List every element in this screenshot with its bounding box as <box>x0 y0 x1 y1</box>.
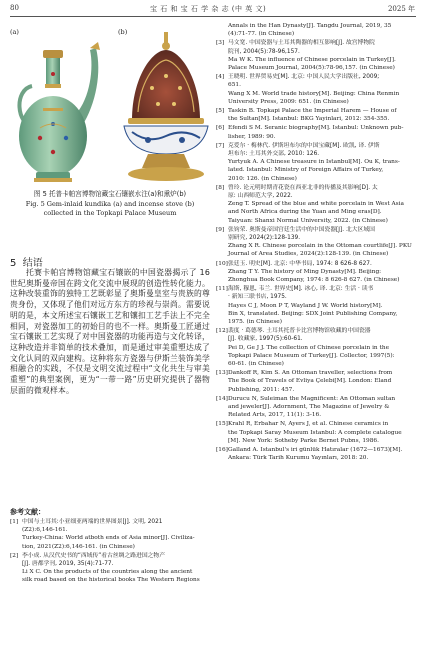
page-number: 80 <box>10 4 19 12</box>
reference-line: 中国与土耳其:小亚细亚两端的世界图景[J]. 文明, 2021 <box>22 519 163 525</box>
reference-line: 1975. (in Chinese) <box>228 319 282 325</box>
reference-line: Galland A. Istanbul's iri günlük Hatıralar (1672—1673)[M]. <box>228 447 403 453</box>
reference-line: tion, 2021(Z2):6,146-161. (in Chinese) <box>22 543 135 550</box>
figure-caption-cn: 图 5 托普卡帕宫博物馆藏宝石镶嵌水注(a)和熏炉(b) <box>33 190 187 198</box>
reference-line: (Z2):6,146-161. <box>22 527 68 534</box>
reference-line: Yurtyuk A. A Chinese treasure in Istanbul[M]. Ou K, trans- <box>228 159 400 166</box>
reference-line: 曾玲. 论元明时期青花瓷在西亚北非的传播及其影响[D]. 太 <box>228 184 378 191</box>
reference-number: [16] <box>216 447 228 453</box>
reference-line: Krahl R, Erbahar N, Ayers J, et al. Chinese ceramics in <box>228 421 389 428</box>
reference-line: [J]. 唐都学刊, 2019, 35(4):71-77. <box>22 561 114 567</box>
journal-year: 2025 年 <box>387 5 415 13</box>
reference-line: 别研究, 2024(2):128-139. <box>228 235 301 241</box>
reference-line: Taskin B. Topkapi Palace the Imperial Harem — House of <box>228 108 397 114</box>
reference-line: silk road based on the historical books The Western Regions <box>22 577 200 584</box>
reference-line: 张钧荣. 奥斯曼帝国宫廷生活中的中国瓷器[J]. 北大区域国 <box>228 226 375 233</box>
reference-line: Ankara: Türk Tarih Kurumu Yayınları, 2018: 20. <box>228 455 369 462</box>
reference-line: [J]. 收藏家, 1997(5):60-61. <box>228 336 303 343</box>
figure-caption-en <box>10 200 210 218</box>
reference-line: Taiyuan: Shanxi Normal University, 2022. (in Chinese) <box>228 217 388 224</box>
reference-line: Zhonghua Book Company, 1974: 8 626-8 627. (in Chinese) <box>228 277 400 283</box>
reference-line: [M]. New York: Sotheby Parke Bernet Pubns, 1986. <box>228 437 379 444</box>
reference-line: Topkapi Palace Museum of Turkey[J]. Collector, 1997(5): <box>228 352 395 359</box>
reference-number: [13] <box>216 370 228 377</box>
reference-line: 裴度 · 葛德琴. 土耳其托普卡比宫博物馆收藏的中国瓷器 <box>228 328 371 335</box>
reference-number: [7] <box>216 142 225 149</box>
reference-number: [15] <box>216 421 228 428</box>
reference-line: Zhang T Y. The history of Ming Dynasty[M]. Beijing: <box>228 268 382 275</box>
reference-line: 克爱尔 · 梅林代. 伊斯坦布尔的中国宝藏[M]. 欧凯, 译. 伊斯 <box>228 142 380 149</box>
reference-line: Annals in the Han Dynasty[J]. Tangdu Journal, 2019, 35 <box>228 23 392 29</box>
reference-number: [11] <box>216 286 228 293</box>
reference-line: 张廷玉. 明史[M]. 北京: 中华书局, 1974: 8 626-8 627. <box>228 260 372 267</box>
reference-line: and jeweler[J]. Adornment, The Magazine of Jewelry & <box>228 404 390 410</box>
reference-line: · 新知三联书店, 1975. <box>228 294 287 301</box>
reference-line: Li X C. On the products of the countries along the ancient <box>22 569 193 576</box>
reference-number: [10] <box>216 260 228 267</box>
reference-line: Zhang X R. Chinese porcelain in the Ottoman courtlife[J]. PKU <box>228 243 412 250</box>
journal-title: 宝 石 和 宝 石 学 杂 志 (中 英 文) <box>150 5 267 13</box>
figure-label-b: (b) <box>118 28 128 36</box>
reference-line: 2010: 126. (in Chinese) <box>228 175 297 182</box>
reference-line: Ma W K. The influence of Chinese porcelain in Turkey[J]. <box>228 56 396 63</box>
figure-panel-b <box>118 28 215 186</box>
conclusion-paragraph: 托赛卡帕宫博物馆藏宝石镶嵌的中国瓷器揭示了 16 世纪奥斯曼帝国在跨文化交流中展现的创造性转化能力。这种改装重饰的独特工艺既彰显了奥斯曼皇室与贵族的尊贵身份，又体现了他们对远方东方的珍视与崇尚。需要说明的是，本文所述宝石镶嵌工艺和镶扣工艺手法上不完全相同，对瓷器加工的初始目的也不一样。奥斯曼工匠通过宝石镶嵌工艺实现了对中国瓷器的功能再造与文化转译，这种改造并非简单的技术叠加，而是通过审美重塑达成了文化认同的双向建构。这种将东方瓷器与伊斯兰装饰美学相融合的实践，不仅是文明交流过程中“文化共生与审美重塑”的典型案例，更为“一带一路”历史研究提供了器物层面的微观样本。 <box>10 268 210 395</box>
section-title: 结语 <box>22 258 43 269</box>
figure-caption-en-line-1: Fig. 5 Gem-inlaid kundika (a) and incense stove (b) <box>25 200 195 208</box>
reference-line: Efendi S M. Seranic biography[M]. Istanbul: Unknown pub- <box>228 125 404 132</box>
reference-line: 海斯, 穆恩, 韦兰. 世界史[M]. 冰心, 译. 北京: 生活 · 读书 <box>228 286 374 293</box>
incense-stove-image <box>118 28 215 186</box>
reference-line: Zeng T. Spread of the blue and white porcelain in West Asia <box>228 201 404 208</box>
section-number: 5 <box>10 258 17 269</box>
reference-line: Palace Museum Journal, 2004(5):78-96,157. (in Chinese) <box>228 65 395 71</box>
reference-number: [14] <box>216 395 228 402</box>
reference-line: Pei D, Ge J J. The collection of Chinese porcelain in the <box>228 344 389 351</box>
reference-line: (4):71-77. (in Chinese) <box>228 31 295 38</box>
reference-number: [4] <box>216 74 225 81</box>
figure-5 <box>10 28 215 186</box>
reference-line: Turkey-China: World atboth ends of Asia minor[J]. Civiliza- <box>22 535 195 542</box>
reference-line: Dankoff R, Kim S. An Ottoman traveller, selections from <box>228 370 393 377</box>
reference-line: University Press, 2009: 651. (in Chinese) <box>228 98 349 105</box>
reference-number: [12] <box>216 328 228 335</box>
reference-line: Bin X, translated. Beijing: SDX Joint Publishing Company, <box>228 310 398 317</box>
reference-line: 坦布尔: 土耳其外交部, 2010: 126. <box>228 151 320 157</box>
reference-number: [9] <box>216 226 225 233</box>
reference-line: 原: 山西师范大学, 2022. <box>228 193 293 199</box>
reference-line: Wang X M. World trade history[M]. Beijing: China Renmin <box>228 90 400 97</box>
reference-number: [3] <box>216 40 225 47</box>
reference-number: [6] <box>216 125 225 132</box>
reference-line: Related Arts, 2017, 11(1): 3-16. <box>228 412 322 419</box>
reference-line: Hayes C J, Moon P T, Wayland J W. World history[M]. <box>228 302 383 309</box>
figure-label-a: (a) <box>10 28 19 36</box>
reference-line: 院刊, 2004(5):78-96,157. <box>228 48 300 55</box>
reference-line: lated. Istanbul: Ministry of Foreign Affairs of Turkey, <box>228 167 384 174</box>
reference-number: [5] <box>216 108 225 114</box>
reference-line: Journal of Area Studies, 2024(2):128-139. (in Chinese) <box>228 251 389 258</box>
reference-line: and North Africa during the Yuan and Ming eras[D]. <box>228 209 382 216</box>
reference-line: Durucu N, Suleiman the Magnificent: An Ottoman sultan <box>228 395 396 402</box>
reference-line: 651. <box>228 82 241 89</box>
reference-line: 李小成. 从汉代史书的“西域传”看古丝绸之路进国之物产 <box>22 552 166 559</box>
reference-number: [2] <box>10 552 19 559</box>
kundika-image <box>10 28 105 186</box>
header-rule <box>10 16 416 17</box>
references-heading: 参考文献： <box>10 508 45 516</box>
reference-line: the Topkapi Saray Museum Istanbul: A complete catalogue <box>228 429 402 436</box>
reference-line: Publishing, 2011: 457. <box>228 386 295 393</box>
section-heading <box>10 254 43 269</box>
reference-line: the Sultan[M]. Istanbul: BKG Yayinlari, 2012: 354-355. <box>228 116 390 123</box>
reference-line: 60-61. (in Chinese) <box>228 361 284 367</box>
figure-caption-en-line-2: collected in the Topkapi Palace Museum <box>43 209 177 217</box>
reference-line: 马文宽. 中国瓷器与土耳其陶器的相互影响[J]. 故宫博物院 <box>228 40 375 47</box>
reference-number: [8] <box>216 184 225 191</box>
reference-line: 王晓明. 世界贸易史[M]. 北京: 中国人民大学出版社, 2009; <box>228 74 380 81</box>
figure-panel-a <box>10 28 105 186</box>
reference-line: The Book of Travels of Evliya Çelebi[M]. London: Eland <box>228 378 392 385</box>
reference-number: [1] <box>10 519 19 525</box>
reference-line: lisher, 1989: 90. <box>228 133 276 140</box>
